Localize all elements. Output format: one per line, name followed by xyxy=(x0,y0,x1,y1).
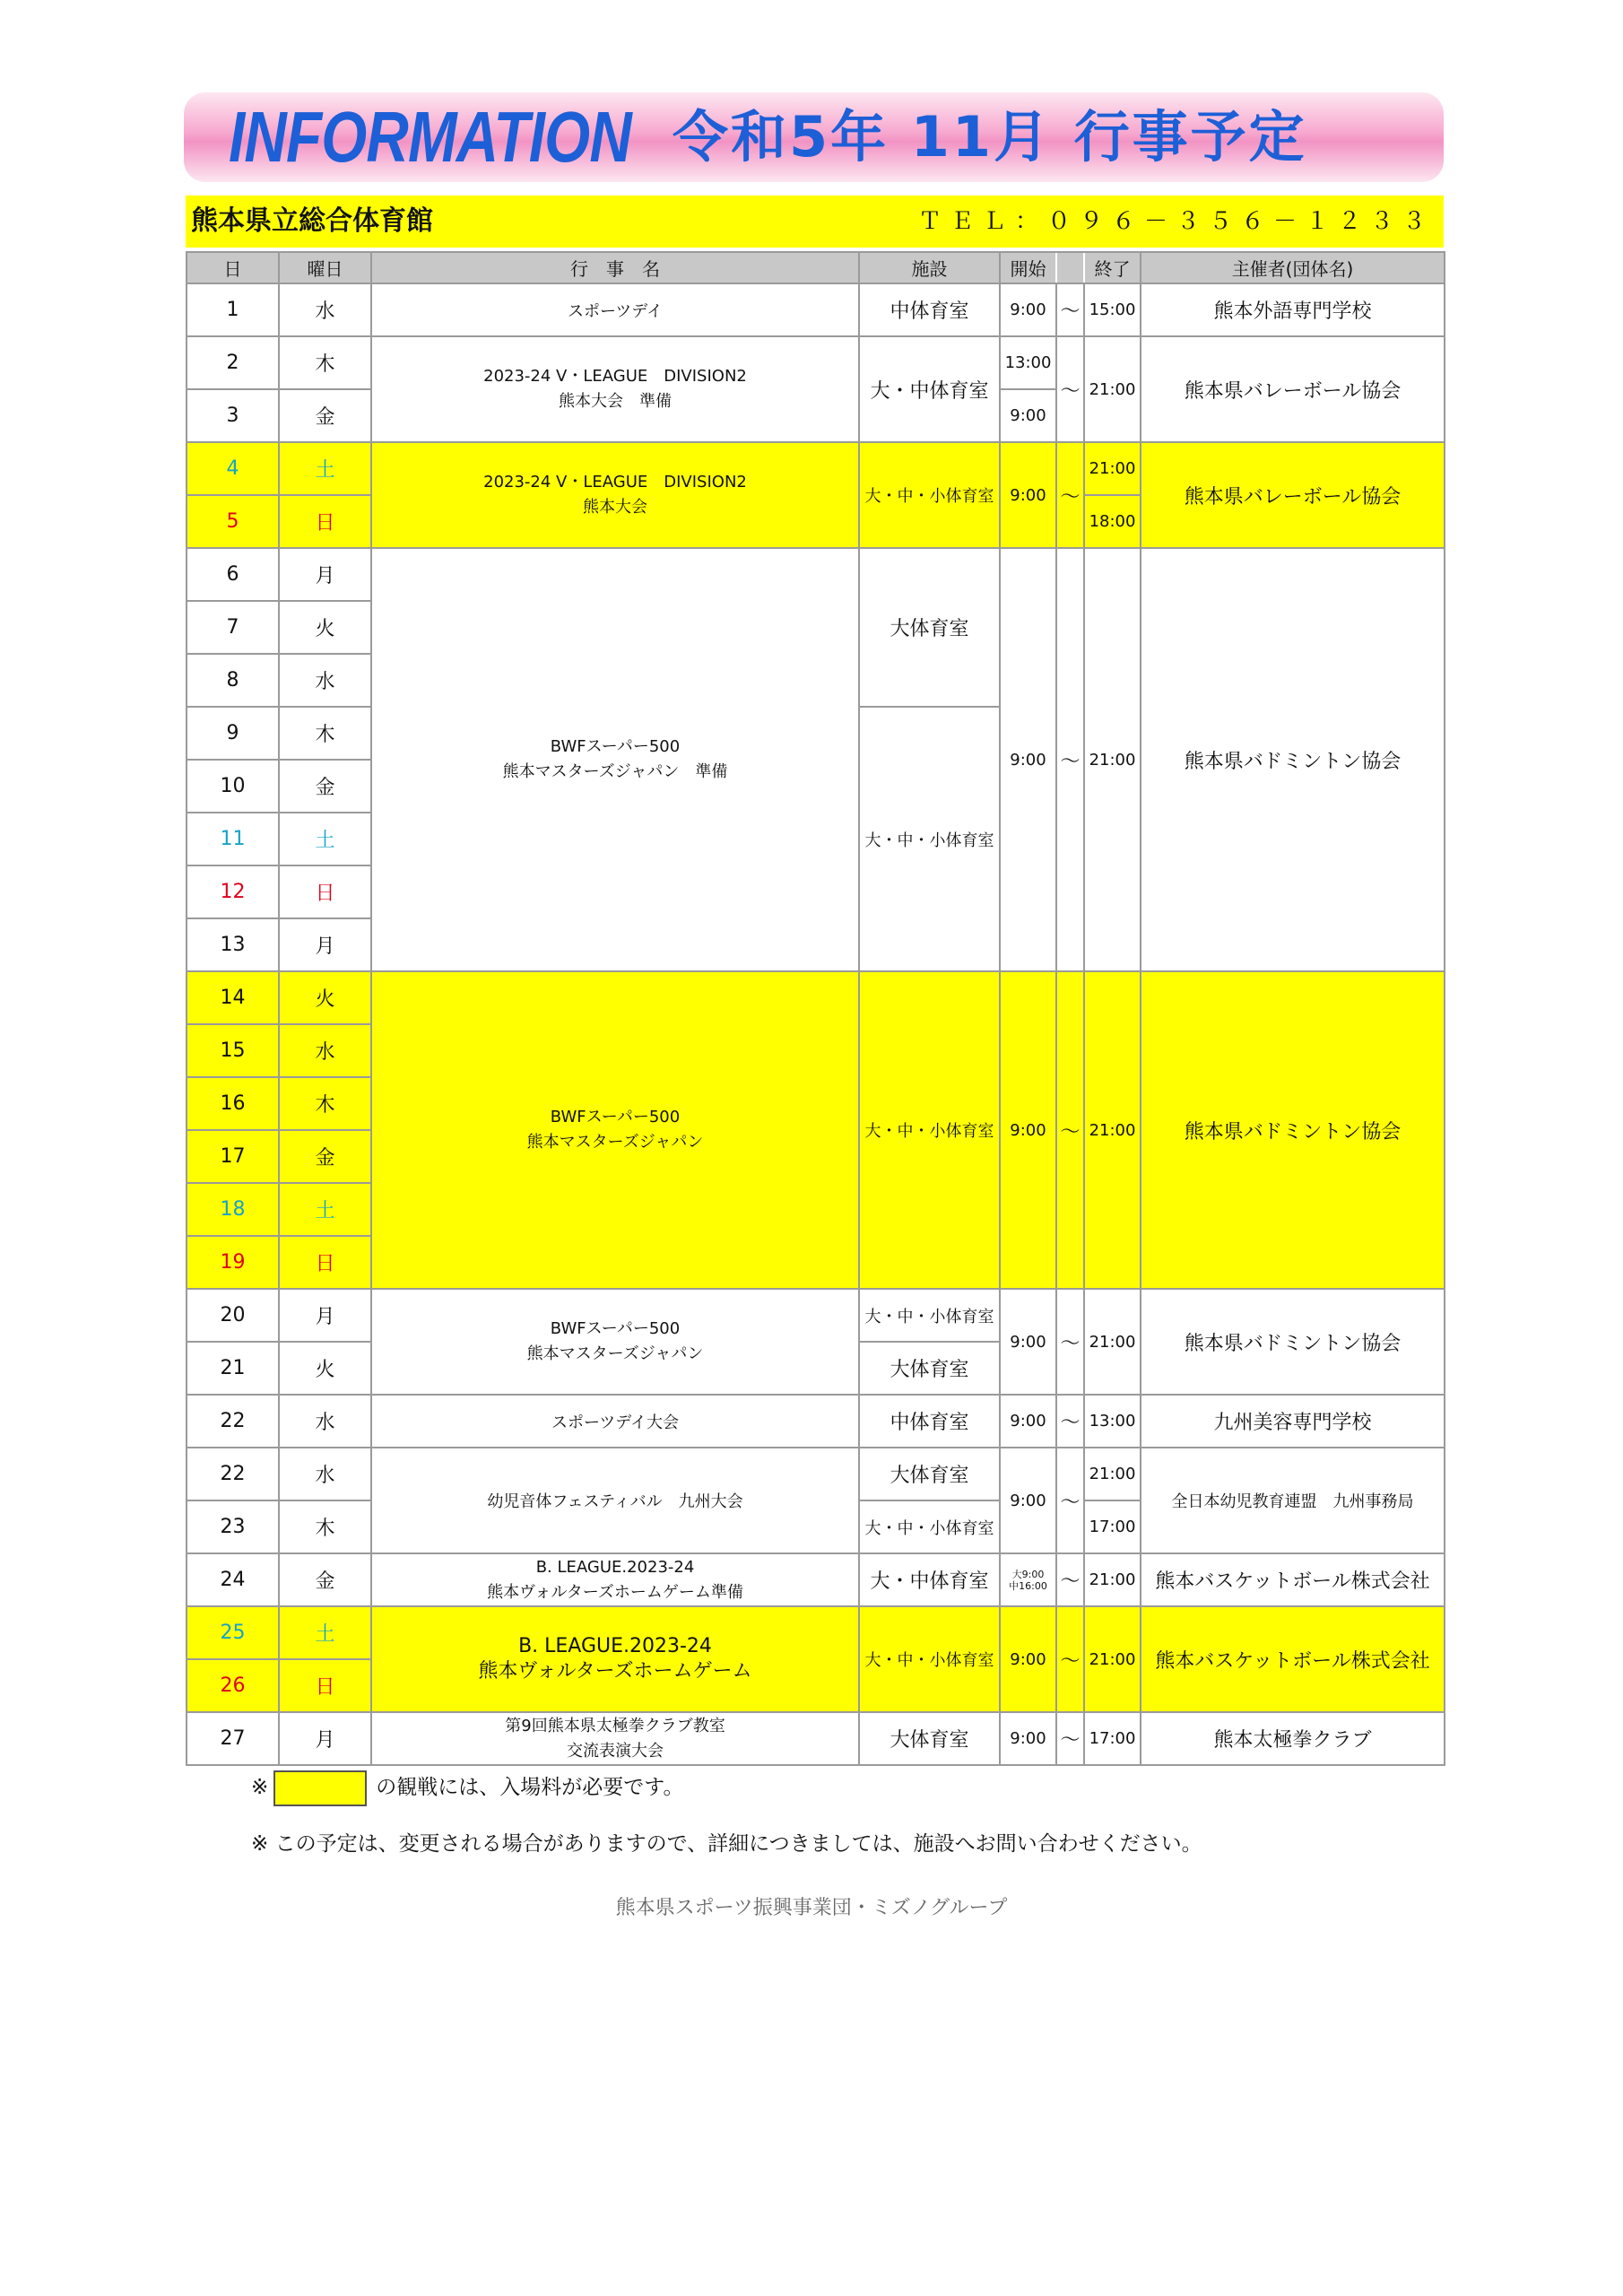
start-cell: 13:00 xyxy=(1000,336,1056,389)
day-cell: 24 xyxy=(187,1553,279,1606)
event-line: 熊本大会 準備 xyxy=(559,392,672,411)
day-cell: 22 xyxy=(187,1448,279,1500)
day-cell: 15 xyxy=(187,1024,279,1077)
change-note: ※ この予定は、変更される場合がありますので、詳細につきましては、施設へお問い合わせください。 xyxy=(251,1832,1202,1856)
event-line: 第9回熊本県太極拳クラブ教室 xyxy=(505,1716,725,1735)
tilde-cell: ～ xyxy=(1056,548,1084,971)
event-cell xyxy=(371,442,859,548)
event-line: 熊本マスターズジャパン xyxy=(526,1133,704,1152)
start-cell: 9:00 xyxy=(1000,1606,1056,1712)
facility-cell: 大体育室 xyxy=(859,1448,1000,1500)
banner-title-en: INFORMATION xyxy=(229,97,631,177)
table-row xyxy=(187,336,1445,389)
facility-cell: 中体育室 xyxy=(859,1395,1000,1448)
event-cell: 幼児音体フェスティバル 九州大会 xyxy=(371,1448,859,1553)
end-cell: 21:00 xyxy=(1084,1553,1141,1606)
tilde-cell: ～ xyxy=(1056,442,1084,548)
event-line: B. LEAGUE.2023-24 xyxy=(518,1635,712,1657)
end-cell: 21:00 xyxy=(1084,548,1141,971)
header-row xyxy=(187,252,1445,283)
event-line: BWFスーパー500 xyxy=(550,1108,681,1126)
day-cell: 18 xyxy=(187,1183,279,1236)
weekday-cell: 土 xyxy=(279,1183,371,1236)
day-cell: 20 xyxy=(187,1289,279,1342)
organizer-cell: 熊本県バドミントン協会 xyxy=(1141,971,1445,1289)
day-cell: 5 xyxy=(187,495,279,548)
day-cell: 25 xyxy=(187,1606,279,1659)
day-cell: 10 xyxy=(187,760,279,813)
venue-tel: ＴＥＬ：０９６－３５６－１２３３ xyxy=(917,208,1435,235)
facility-cell: 大体育室 xyxy=(859,548,1000,707)
event-line: 2023-24 V・LEAGUE DIVISION2 xyxy=(483,367,747,386)
day-cell: 12 xyxy=(187,865,279,918)
banner-title-jp: 令和5年 11月 行事予定 xyxy=(673,104,1307,170)
tilde-cell: ～ xyxy=(1056,1553,1084,1606)
event-cell xyxy=(371,971,859,1289)
header-gap xyxy=(1056,252,1084,283)
organizer-cell: 熊本県バレーボール協会 xyxy=(1141,442,1445,548)
organizer-cell: 熊本県バレーボール協会 xyxy=(1141,336,1445,442)
header-start: 開始 xyxy=(1000,252,1056,283)
header-day: 日 xyxy=(187,252,279,283)
facility-cell: 大・中・小体育室 xyxy=(859,1606,1000,1712)
day-cell: 11 xyxy=(187,813,279,865)
weekday-cell: 月 xyxy=(279,548,371,601)
facility-cell: 大・中・小体育室 xyxy=(859,971,1000,1289)
end-cell: 17:00 xyxy=(1084,1712,1141,1765)
end-cell: 21:00 xyxy=(1084,442,1141,495)
header-weekday: 曜日 xyxy=(279,252,371,283)
day-cell: 26 xyxy=(187,1659,279,1712)
weekday-cell: 水 xyxy=(279,1024,371,1077)
day-cell: 27 xyxy=(187,1712,279,1765)
organizer-cell: 九州美容専門学校 xyxy=(1141,1395,1445,1448)
weekday-cell: 月 xyxy=(279,1289,371,1342)
tilde-cell: ～ xyxy=(1056,1289,1084,1395)
end-cell: 17:00 xyxy=(1084,1500,1141,1553)
day-cell: 21 xyxy=(187,1342,279,1395)
admission-note xyxy=(251,1770,683,1805)
tilde-cell: ～ xyxy=(1056,971,1084,1289)
facility-cell: 中体育室 xyxy=(859,283,1000,336)
weekday-cell: 日 xyxy=(279,865,371,918)
highlight-swatch xyxy=(273,1770,367,1806)
schedule-table xyxy=(186,251,1445,1766)
day-cell: 19 xyxy=(187,1236,279,1289)
weekday-cell: 木 xyxy=(279,1500,371,1553)
event-cell xyxy=(371,1553,859,1606)
event-line: 熊本マスターズジャパン xyxy=(526,1344,704,1363)
weekday-cell: 月 xyxy=(279,918,371,971)
organizer-cell: 熊本県バドミントン協会 xyxy=(1141,548,1445,971)
event-line: 熊本大会 xyxy=(583,498,647,517)
table-row xyxy=(187,1289,1445,1342)
facility-cell: 大・中・小体育室 xyxy=(859,1500,1000,1553)
table-row xyxy=(187,1395,1445,1448)
weekday-cell: 土 xyxy=(279,442,371,495)
admission-note-text: の観戦には、入場料が必要です。 xyxy=(376,1776,684,1799)
tilde-cell: ～ xyxy=(1056,1606,1084,1712)
tilde-cell: ～ xyxy=(1056,336,1084,442)
tilde-cell: ～ xyxy=(1056,1712,1084,1765)
start-cell: 9:00 xyxy=(1000,1448,1056,1553)
weekday-cell: 月 xyxy=(279,1712,371,1765)
event-line: 熊本ヴォルターズホームゲーム準備 xyxy=(487,1582,743,1602)
organizer-cell: 熊本外語専門学校 xyxy=(1141,283,1445,336)
start-cell: 9:00 xyxy=(1000,283,1056,336)
end-cell: 18:00 xyxy=(1084,495,1141,548)
organizer-cell: 熊本太極拳クラブ xyxy=(1141,1712,1445,1765)
event-line: BWFスーパー500 xyxy=(550,737,681,756)
note-mark: ※ xyxy=(251,1776,269,1799)
start-cell: 9:00 xyxy=(1000,1395,1056,1448)
day-cell: 4 xyxy=(187,442,279,495)
tilde-cell: ～ xyxy=(1056,1448,1084,1553)
event-cell xyxy=(371,1289,859,1395)
event-cell: スポーツデイ大会 xyxy=(371,1395,859,1448)
start-cell: 9:00 xyxy=(1000,1712,1056,1765)
weekday-cell: 金 xyxy=(279,389,371,442)
weekday-cell: 水 xyxy=(279,1395,371,1448)
weekday-cell: 水 xyxy=(279,283,371,336)
weekday-cell: 木 xyxy=(279,707,371,760)
day-cell: 3 xyxy=(187,389,279,442)
weekday-cell: 金 xyxy=(279,1130,371,1183)
header-organizer: 主催者(団体名) xyxy=(1141,252,1445,283)
end-cell: 15:00 xyxy=(1084,283,1141,336)
organizer-cell: 全日本幼児教育連盟 九州事務局 xyxy=(1141,1448,1445,1553)
end-cell: 13:00 xyxy=(1084,1395,1141,1448)
weekday-cell: 水 xyxy=(279,1448,371,1500)
table-row xyxy=(187,1448,1445,1500)
day-cell: 8 xyxy=(187,654,279,707)
header-facility: 施設 xyxy=(859,252,1000,283)
weekday-cell: 火 xyxy=(279,1342,371,1395)
end-cell: 21:00 xyxy=(1084,1606,1141,1712)
day-cell: 9 xyxy=(187,707,279,760)
table-row xyxy=(187,442,1445,495)
weekday-cell: 土 xyxy=(279,813,371,865)
day-cell: 23 xyxy=(187,1500,279,1553)
facility-cell: 大・中・小体育室 xyxy=(859,1289,1000,1342)
end-cell: 21:00 xyxy=(1084,971,1141,1289)
end-cell: 21:00 xyxy=(1084,336,1141,442)
end-cell: 21:00 xyxy=(1084,1448,1141,1500)
weekday-cell: 日 xyxy=(279,495,371,548)
event-line: 2023-24 V・LEAGUE DIVISION2 xyxy=(483,473,747,491)
start-line: 中16:00 xyxy=(1009,1579,1047,1592)
table-row xyxy=(187,1553,1445,1606)
table-row xyxy=(187,1606,1445,1659)
event-line: 熊本ヴォルターズホームゲーム xyxy=(478,1660,752,1683)
weekday-cell: 木 xyxy=(279,1077,371,1130)
weekday-cell: 日 xyxy=(279,1236,371,1289)
weekday-cell: 水 xyxy=(279,654,371,707)
day-cell: 1 xyxy=(187,283,279,336)
facility-cell: 大・中・小体育室 xyxy=(859,442,1000,548)
weekday-cell: 木 xyxy=(279,336,371,389)
weekday-cell: 日 xyxy=(279,1659,371,1712)
start-cell: 9:00 xyxy=(1000,1289,1056,1395)
event-line: 熊本マスターズジャパン 準備 xyxy=(502,762,728,781)
table-row xyxy=(187,548,1445,601)
event-cell xyxy=(371,1712,859,1765)
event-cell xyxy=(371,548,859,971)
tilde-cell: ～ xyxy=(1056,1395,1084,1448)
organizer-cell: 熊本バスケットボール株式会社 xyxy=(1141,1606,1445,1712)
venue-bar xyxy=(186,196,1444,248)
header-end: 終了 xyxy=(1084,252,1141,283)
start-cell: 9:00 xyxy=(1000,442,1056,548)
venue-name: 熊本県立総合体育館 xyxy=(191,205,433,237)
day-cell: 2 xyxy=(187,336,279,389)
weekday-cell: 金 xyxy=(279,1553,371,1606)
event-line: BWFスーパー500 xyxy=(550,1319,681,1338)
day-cell: 6 xyxy=(187,548,279,601)
start-cell: 9:00 xyxy=(1000,971,1056,1289)
day-cell: 13 xyxy=(187,918,279,971)
table-row xyxy=(187,283,1445,336)
start-cell: 9:00 xyxy=(1000,389,1056,442)
facility-cell: 大・中体育室 xyxy=(859,336,1000,442)
start-cell: 9:00 xyxy=(1000,548,1056,971)
day-cell: 17 xyxy=(187,1130,279,1183)
weekday-cell: 金 xyxy=(279,760,371,813)
event-cell xyxy=(371,336,859,442)
event-line: 交流表演大会 xyxy=(567,1741,664,1761)
table-row xyxy=(187,1712,1445,1765)
title-banner xyxy=(184,92,1444,182)
day-cell: 7 xyxy=(187,601,279,654)
day-cell: 22 xyxy=(187,1395,279,1448)
event-line: B. LEAGUE.2023-24 xyxy=(535,1557,695,1577)
weekday-cell: 火 xyxy=(279,971,371,1024)
weekday-cell: 土 xyxy=(279,1606,371,1659)
weekday-cell: 火 xyxy=(279,601,371,654)
event-cell xyxy=(371,1606,859,1712)
header-event: 行 事 名 xyxy=(371,252,859,283)
start-line: 大9:00 xyxy=(1011,1568,1045,1580)
table-row xyxy=(187,971,1445,1024)
facility-cell: 大体育室 xyxy=(859,1342,1000,1395)
facility-cell: 大・中体育室 xyxy=(859,1553,1000,1606)
day-cell: 14 xyxy=(187,971,279,1024)
organizer-cell: 熊本県バドミントン協会 xyxy=(1141,1289,1445,1395)
facility-cell: 大・中・小体育室 xyxy=(859,707,1000,971)
facility-cell: 大体育室 xyxy=(859,1712,1000,1765)
day-cell: 16 xyxy=(187,1077,279,1130)
footer-credit: 熊本県スポーツ振興事業団・ミズノグループ xyxy=(615,1897,1008,1919)
event-cell: スポーツデイ xyxy=(371,283,859,336)
organizer-cell: 熊本バスケットボール株式会社 xyxy=(1141,1553,1445,1606)
tilde-cell: ～ xyxy=(1056,283,1084,336)
start-cell xyxy=(1000,1553,1056,1606)
end-cell: 21:00 xyxy=(1084,1289,1141,1395)
